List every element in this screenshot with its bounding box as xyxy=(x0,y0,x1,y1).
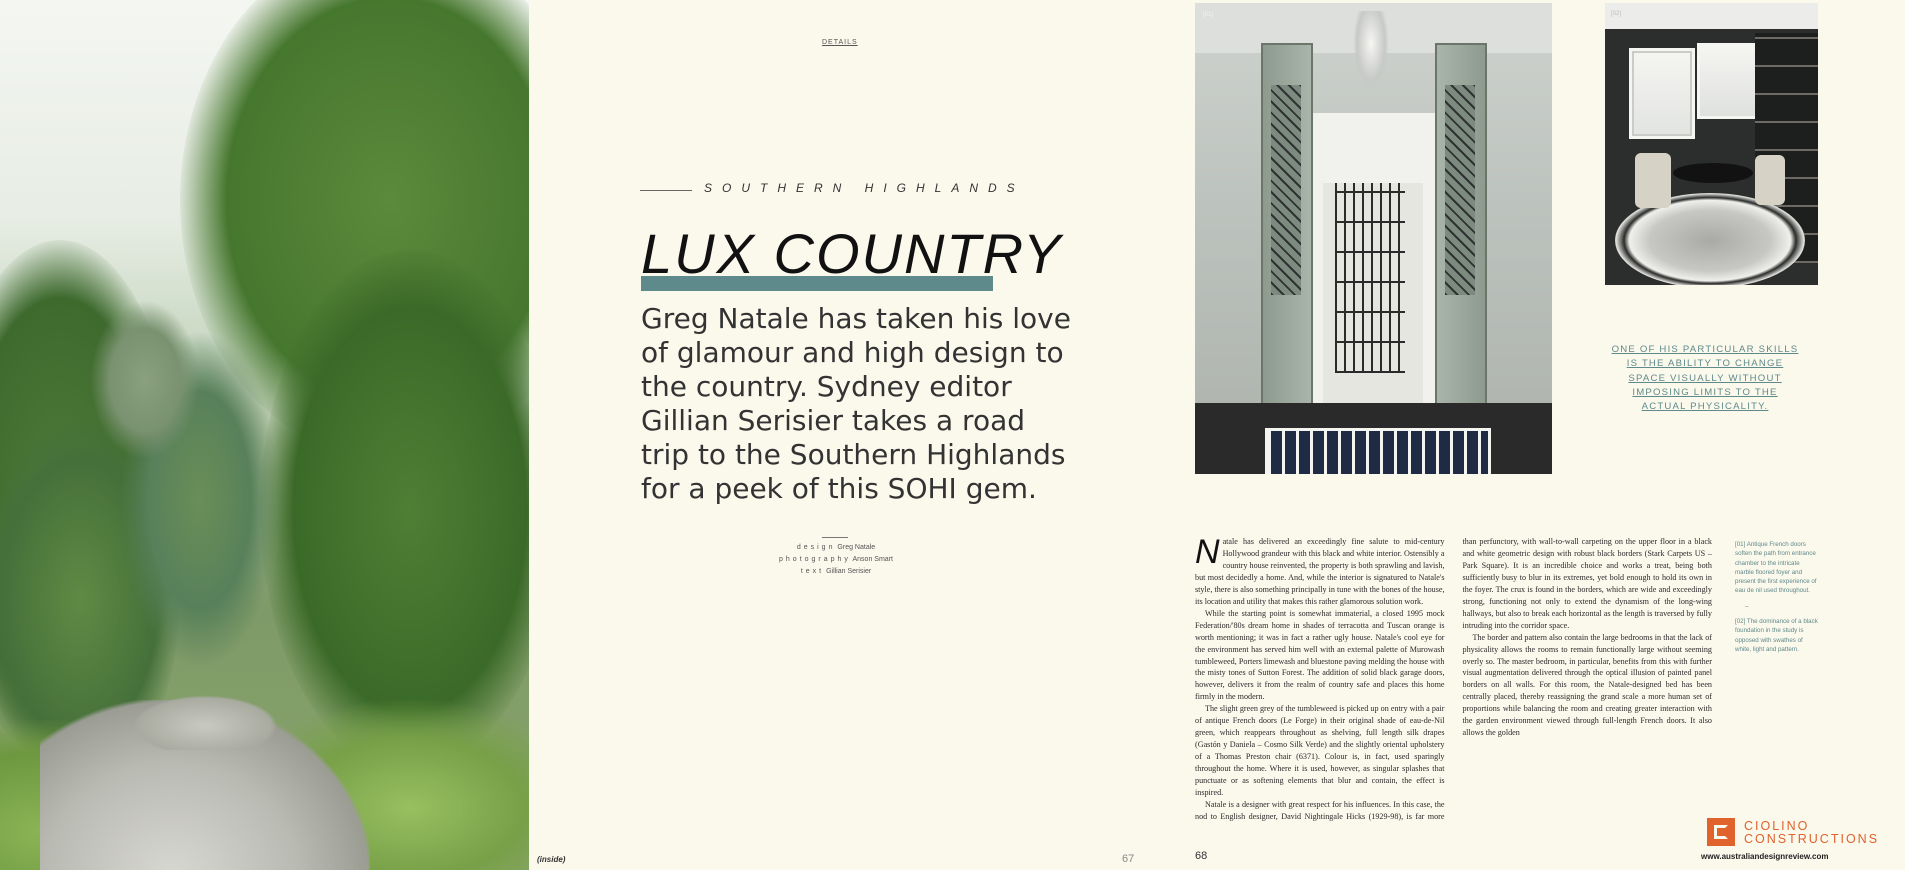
article-body xyxy=(1195,536,1712,828)
black-study-photo xyxy=(1605,3,1818,285)
credit-design xyxy=(750,542,922,554)
body-paragraph: The border and pattern also contain the large bedrooms in that the lack of physicality allows the rooms to remain functionally large without seeming overly so. The master bedroom, in particular, benefits from this with further visual augmentation delivered through the optical illusion of painted panel borders on all walls. For this room, the Natale-designed bed has been centrally placed, thereby reassigning the grand scale a more human set of proportions while balancing the room and creating greater interaction with the garden environment viewed through full-length French doors. It also allows the golden xyxy=(1462,632,1712,738)
photo-captions xyxy=(1735,540,1819,660)
section-label: DETAILS xyxy=(822,39,858,46)
credit-value: Greg Natale xyxy=(837,544,876,551)
chandelier-icon xyxy=(1353,11,1389,91)
photo-badge-01: [01] xyxy=(1203,12,1214,18)
credit-photography xyxy=(750,554,922,566)
ad-logo-line2: CONSTRUCTIONS xyxy=(1744,831,1880,846)
credit-label: text xyxy=(800,568,825,575)
ad-logo-name xyxy=(1744,820,1879,845)
french-doors-entry-photo xyxy=(1195,3,1552,474)
body-paragraph xyxy=(1195,536,1445,608)
body-paragraph: The slight green grey of the tumbleweed is picked up on entry with a pair of antique French doors (Le Forge) in their original shade of eau-de-Nil green, which reappears throughout as shelving, full length silk drapes (Gastón y Daniela – Cosmo Silk Verde) and the slightly oriental upholstery of a Thomas Preston chair (6371). Colour is, in fact, used sparingly throughout the home. Where it is used, however, as singular splashes that punctuate or as softening elements that blur and contain, the effect is inspired. xyxy=(1195,704,1445,798)
article-kicker: SOUTHERN HIGHLANDS xyxy=(704,181,1025,195)
article-credits xyxy=(750,542,922,578)
kicker-rule xyxy=(640,190,692,191)
credit-label: photography xyxy=(779,556,851,563)
ad-logo-line1: CIOLINO xyxy=(1744,819,1810,833)
page-number-left: 67 xyxy=(1122,853,1135,865)
credit-value: Anson Smart xyxy=(852,556,893,563)
credit-value: Gillian Serisier xyxy=(826,568,872,575)
article-dek: Greg Natale has taken his love of glamour and high design to the country. Sydney editor Gillian Serisier takes a road trip to the Southern Highlands for a peek of this SOHI gem. xyxy=(641,302,1071,505)
credits-rule xyxy=(822,537,848,538)
pull-quote: ONE OF HIS PARTICULAR SKILLS IS THE ABILITY TO CHANGE SPACE VISUALLY WITHOUT IMPOSING LIMITS TO THE ACTUAL PHYSICALITY. xyxy=(1611,344,1799,413)
article-title: LUX COUNTRY xyxy=(641,222,1063,285)
website-link[interactable]: www.australiandesignreview.com xyxy=(1701,852,1829,861)
drop-cap: N xyxy=(1195,536,1220,571)
photo-badge-02: [02] xyxy=(1611,11,1622,17)
credit-text xyxy=(750,566,922,578)
credit-label: design xyxy=(796,544,836,551)
body-paragraph-text: atale has delivered an exceedingly fine salute to mid-century Hollywood grandeur with this black and white interior. Ostensibly a country house reinvented, the property is both sprawling and lavish, but most decidedly a home. And, while the interior is signatured to Natale's style, there is also something principally in tune with the bones of the house, its location and utility that makes this rather glamorous solution work. xyxy=(1195,537,1445,606)
body-paragraph: While the starting point is somewhat immaterial, a closed 1995 mock Federation/'80s dream home in shades of terracotta and Tuscan orange is worth mentioning; it was in fact a rather ugly house. Natale's cool eye for the environment has served him well with an external palette of Murowash tumbleweed, Porters limewash and bluestone paving melding the house with the misty tones of Sutton Forest. The addition of solid black garage doors, however, delivers it from the realm of country safe and places this home firmly in the modern. xyxy=(1195,608,1445,702)
caption-divider: – xyxy=(1745,602,1749,610)
tree-lined-road-photo xyxy=(0,0,529,870)
ciolino-logo-icon xyxy=(1707,818,1735,846)
ciolino-constructions-logo[interactable] xyxy=(1707,818,1887,848)
page-number-right: 68 xyxy=(1195,850,1208,862)
caption-02: [02] The dominance of a black foundation in the study is opposed with swathes of white, light and pattern. xyxy=(1735,618,1818,653)
magazine-footer-logo: (inside) xyxy=(537,855,566,864)
body-paragraph: Natale is a designer with great respect for his influences. In this case, the nod to English designer, David Nightingale Hicks (1929-98), is far more than perfunctory, with wall-to-wall carpeting on the upper floor in a black and white geometric design with robust black borders (Stark Carpets US – Park Square). It is an incredible choice and works a treat, being both sufficiently busy to blur in its extremes, yet bold enough to hold its own in the foyer. The crux is found in the borders, which are wide and exceedingly strong, functioning not only to extend the dynamism of the long-wing hallways, but also to break each horizontal as the length is traversed by fully intruding into the corridor space. xyxy=(1195,537,1712,821)
caption-01: [01] Antique French doors soften the path from entrance chamber to the intricate marble floored foyer and present the first experience of eau de nil used throughout. xyxy=(1735,541,1817,595)
